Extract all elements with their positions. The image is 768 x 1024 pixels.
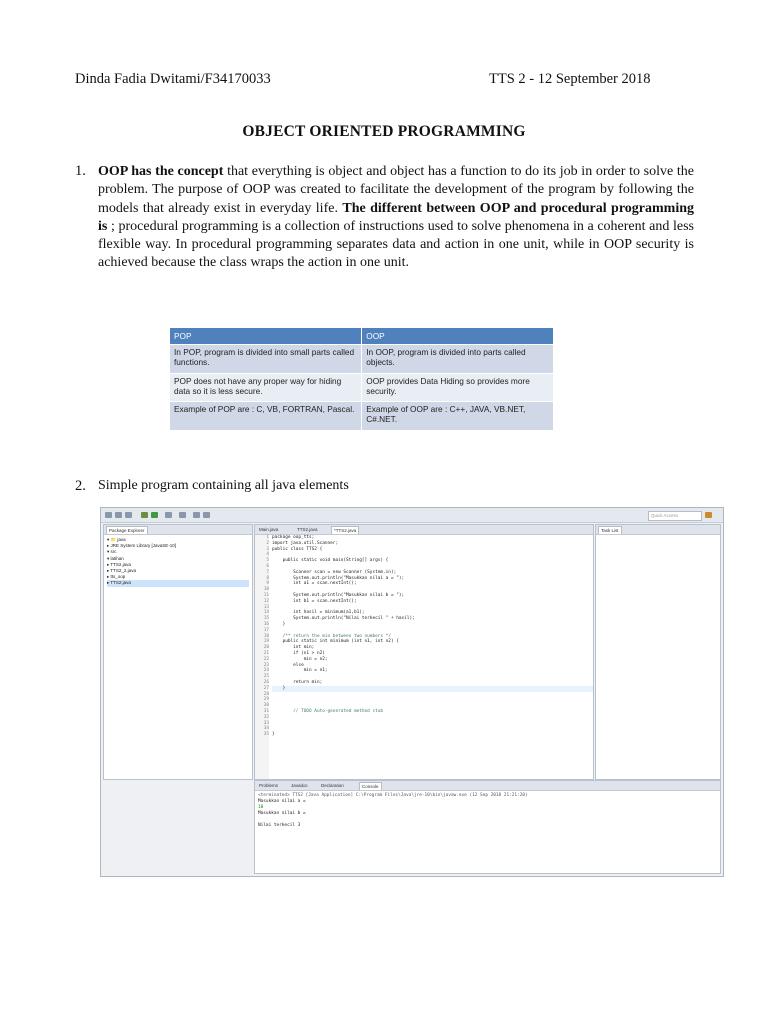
package-explorer-pane	[103, 524, 253, 780]
line-number: 12	[263, 598, 269, 604]
line-number: 35	[263, 732, 269, 738]
line-number: 32	[263, 714, 269, 720]
line-number: 19	[263, 639, 269, 645]
quick-access-input[interactable]: Quick Access	[648, 511, 702, 521]
line-number: 30	[263, 703, 269, 709]
code-line[interactable]: System.out.println("Masukkan nilai a = ");	[272, 575, 405, 581]
ide-screenshot	[100, 507, 724, 877]
table-cell: OOP provides Data Hiding so provides more security.	[362, 373, 554, 402]
line-number: 28	[263, 691, 269, 697]
line-number: 15	[263, 616, 269, 622]
search-icon	[179, 512, 186, 518]
code-line[interactable]: min = n1;	[272, 668, 328, 674]
code-line[interactable]: System.out.println("Masukkan nilai b = ");	[272, 592, 405, 598]
header-meta: TTS 2 - 12 September 2018	[489, 71, 651, 87]
table-cell: Example of OOP are : C++, JAVA, VB.NET, C#.NET.	[362, 402, 554, 430]
code-line[interactable]: System.out.println("Nilai terkecil " + hasil);	[272, 616, 415, 622]
table-header-pop: POP	[170, 328, 362, 345]
header-author: Dinda Fadia Dwitami/F34170033	[75, 71, 271, 87]
new-icon	[105, 512, 112, 518]
line-number: 7	[266, 569, 269, 575]
print-icon	[125, 512, 132, 518]
item-2-text: Simple program containing all java elements	[98, 478, 349, 493]
item-1-bold-concept: OOP has the concept	[98, 164, 224, 179]
forward-icon	[203, 512, 210, 518]
tab-package-explorer[interactable]: Package Explorer	[106, 526, 148, 534]
line-number: 10	[263, 587, 269, 593]
line-number: 3	[266, 546, 269, 552]
line-number: 16	[263, 621, 269, 627]
line-number: 2	[266, 540, 269, 546]
code-line[interactable]: }	[272, 686, 593, 692]
ide-toolbar	[101, 508, 723, 523]
code-line[interactable]: return min;	[272, 679, 323, 685]
code-line[interactable]: /** return the min between two numbers */	[272, 633, 391, 639]
code-line[interactable]: else	[272, 662, 304, 668]
code-line[interactable]: public static void main(String[] args) {	[272, 558, 389, 564]
code-line[interactable]: int hasil = minimum(a1,b1);	[272, 610, 365, 616]
tree-item[interactable]: ▾ latihan	[107, 555, 124, 561]
line-number: 23	[263, 662, 269, 668]
line-number: 17	[263, 627, 269, 633]
new-class-icon	[165, 512, 172, 518]
table-row	[170, 373, 554, 402]
code-line[interactable]: }	[272, 732, 275, 738]
line-number: 34	[263, 726, 269, 732]
code-text[interactable]	[272, 535, 593, 738]
console-line: 10	[258, 805, 264, 810]
line-number: 26	[263, 679, 269, 685]
tab-declaration[interactable]: Declaration	[321, 783, 344, 788]
run-icon	[151, 512, 158, 518]
console-output	[255, 791, 720, 831]
item-1-text-1: that everything is object and object has a function to do its job in order to solve the problem. The purpose of OOP was created to facilitate the development of the program by following the models that already exist in everyday life.	[98, 164, 694, 216]
code-line[interactable]: int a1 = scan.nextInt();	[272, 581, 357, 587]
line-number: 27	[263, 685, 269, 691]
line-number: 9	[266, 581, 269, 587]
code-editor[interactable]	[255, 535, 593, 779]
code-line[interactable]: if (n1 > n2)	[272, 650, 325, 656]
line-number: 29	[263, 697, 269, 703]
comparison-table	[170, 328, 554, 430]
code-line[interactable]: public class TTS2 {	[272, 546, 323, 552]
line-number: 21	[263, 650, 269, 656]
code-line[interactable]: Scanner scan = new Scanner (System.in);	[272, 569, 397, 575]
line-number: 18	[263, 633, 269, 639]
line-number: 24	[263, 668, 269, 674]
code-line[interactable]: package oop_tts;	[272, 535, 315, 540]
console-line: Nilai terkecil 3	[258, 823, 301, 828]
line-number: 25	[263, 674, 269, 680]
debug-icon	[141, 512, 148, 518]
table-row	[170, 402, 554, 430]
code-line[interactable]: // TODO Auto-generated method stub	[272, 708, 384, 714]
comparison-table-image	[170, 328, 554, 430]
console-line: Masukkan nilai b =	[258, 811, 306, 816]
item-2-number: 2.	[75, 478, 86, 494]
code-line[interactable]: min = n2;	[272, 656, 328, 662]
code-line[interactable]: }	[272, 621, 286, 627]
back-icon	[193, 512, 200, 518]
project-tree	[104, 535, 252, 589]
tab-task-list[interactable]: Task List	[598, 526, 622, 534]
editor-tab[interactable]: TTS2.java	[297, 527, 318, 532]
tab-problems[interactable]: Problems	[259, 783, 279, 788]
line-number: 6	[266, 563, 269, 569]
code-line[interactable]: int min;	[272, 645, 315, 651]
console-line: <terminated> TTS2 [Java Application] C:\Program Files\Java\jre-10\bin\javaw.exe (12 Sep 2018 21:21:20)	[258, 793, 528, 798]
line-number: 13	[263, 604, 269, 610]
document-title: OBJECT ORIENTED PROGRAMMING	[242, 123, 526, 140]
save-icon	[115, 512, 122, 518]
line-number: 5	[266, 558, 269, 564]
line-number: 14	[263, 610, 269, 616]
table-cell: In OOP, program is divided into parts called objects.	[362, 345, 554, 374]
editor-tab-active[interactable]: *TTS2.java	[331, 526, 359, 534]
table-cell: POP does not have any proper way for hiding data so it is less secure.	[170, 373, 362, 402]
tree-item[interactable]: ▸ tts_oop	[107, 574, 126, 580]
console-pane	[254, 780, 721, 874]
line-number: 20	[263, 645, 269, 651]
item-1-text-2: ; procedural programming is a collection of instructions used to solve phenomena in a coherent and less flexible way. In procedural programming separates data and action in one unit, while in OOP security is achieved because the class wraps the action in one unit.	[98, 218, 694, 271]
line-number: 22	[263, 656, 269, 662]
tab-console[interactable]: Console	[359, 782, 382, 790]
tree-item[interactable]: ▾ 📁 java	[107, 537, 126, 542]
table-row	[170, 345, 554, 374]
tree-item[interactable]: ▸ JRE System Library [JavaSE-10]	[107, 543, 177, 549]
line-number: 11	[263, 592, 269, 598]
tree-item[interactable]: ▾ src	[107, 549, 117, 555]
editor-pane	[254, 524, 594, 780]
tree-item[interactable]: ▸ TTS2.java	[107, 561, 131, 567]
task-list-pane	[595, 524, 721, 780]
item-1-bold-difference: The different between OOP and procedural programming is	[98, 200, 695, 234]
line-number: 31	[263, 708, 269, 714]
tab-javadoc[interactable]: Javadoc	[291, 783, 308, 788]
item-1-number: 1.	[75, 163, 86, 179]
line-number-gutter	[255, 535, 269, 779]
code-line[interactable]: import java.util.Scanner;	[272, 540, 339, 546]
table-cell: In POP, program is divided into small parts called functions.	[170, 345, 362, 374]
perspective-java-icon	[705, 512, 712, 518]
table-header-oop: OOP	[362, 328, 554, 345]
line-number: 33	[263, 720, 269, 726]
tree-item[interactable]: ▸ TTS2_2.java	[107, 568, 136, 574]
editor-tab[interactable]: Main.java	[259, 527, 279, 532]
line-number: 8	[266, 575, 269, 581]
console-line: Masukkan nilai a =	[258, 799, 306, 804]
line-number: 4	[266, 552, 269, 558]
item-1-paragraph	[98, 163, 694, 273]
code-line[interactable]: int b1 = scan.nextInt();	[272, 598, 357, 604]
tree-item[interactable]: ▸ TTS2.java	[107, 580, 249, 586]
code-line[interactable]: public static int minimum (int n1, int n2) {	[272, 639, 399, 645]
line-number: 1	[266, 535, 269, 540]
table-cell: Example of POP are : C, VB, FORTRAN, Pascal.	[170, 402, 362, 430]
